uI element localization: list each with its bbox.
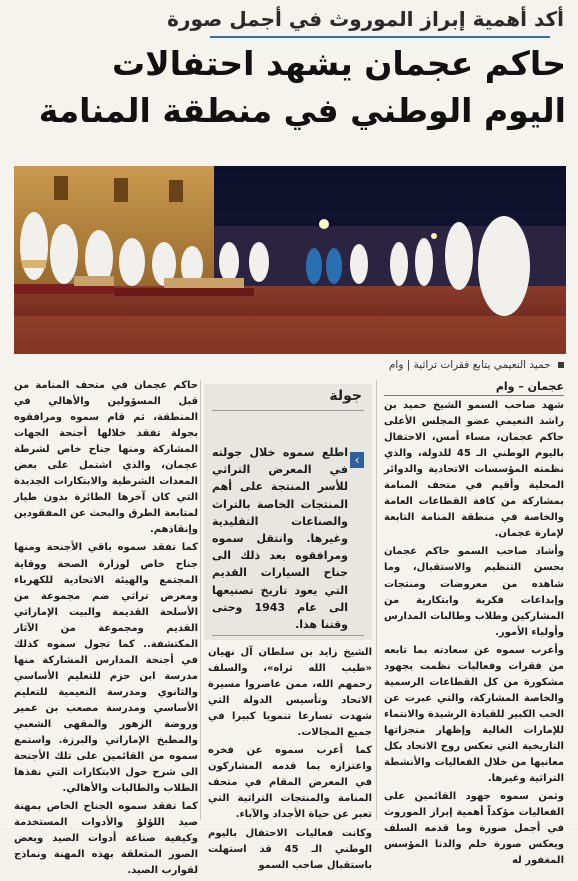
paragraph: كما تفقد سموه الجناح الخاص بمهنة صيد اللؤلؤ والأدوات المستخدمة وكيفية صناعة أدوات الصيد وبعض الصور المتعلقة بهذه المهنة ونماذج لقوارب الصيد. (14, 801, 198, 877)
paragraph: وأعرب سموه عن سعادته بما تابعه من فقرات وفعاليات نظمت بجهود مشكورة من كل القطاعات الرسمية والخاصة المشاركة، والتي عبرت عن الحب الكبير للقيادة الرشيدة والانتماء للإمارات الغالية وإظهار منجزاتها التاريخية التي تعكس روح الاتحاد بكل معانيها من خلال الفعاليات والأنشطة التراثية وغيرها. (384, 644, 564, 785)
photo-caption (164, 356, 564, 374)
article-column-right (384, 398, 564, 871)
event-photo (14, 166, 566, 354)
paragraph: شهد صاحب السمو الشيخ حميد بن راشد النعيمي عضو المجلس الأعلى حاكم عجمان، مساء أمس، الاحتفال باليوم الوطني الـ 45 للدولة، والذي نظمته المؤسسات الاتحادية والدوائر المحلية وأقيم في متحف المنامة بمشاركة من كافة القطاعات العامة والخاصة في منطقة المنامة التابعة لإمارة عجمان. (384, 400, 565, 540)
paragraph: وكانت فعاليات الاحتفال باليوم الوطني الـ 45 قد استهلت باستقبال صاحب السمو (208, 827, 372, 871)
caption-bullet-icon (558, 362, 564, 368)
paragraph: وثمن سموه جهود القائمين على الفعاليات مؤكداً أهمية إبراز الموروث في أجمل صورة وما قدمه السلف ويعكس صورة حلم والدنا المؤسس المغفور له (384, 791, 564, 867)
article-column-mid (208, 645, 372, 876)
paragraph: كما أعرب سموه عن فخره واعتزازه بما قدمه المشاركون في المعرض المقام في متحف المنامة والمنتجات التراثية التي تعبر عن حياة الأجداد والآباء. (208, 745, 372, 821)
sidebar-rule-bottom (212, 635, 364, 636)
article-byline: عجمان – وام (384, 380, 564, 396)
paragraph: الشيخ زايد بن سلطان آل نهيان «طيب الله ثراه»، والسلف رحمهم الله، ممن عاصروا مسيرة الاتحاد وتأسيس الدولة التي شهدت تسارعا تنمويا كبيرا في جميع المجالات. (208, 647, 372, 739)
sidebar-box (204, 384, 372, 640)
chevron-left-icon: ‹ (350, 452, 364, 468)
event-photo-illustration (14, 166, 566, 354)
sidebar-title: جولة (329, 388, 362, 404)
column-divider (200, 380, 201, 820)
sidebar-rule (212, 410, 364, 411)
paragraph: كما تفقد سموه باقي الأجنحة ومنها جناح خاص لوزارة الصحة ووقاية المجتمع والهيئة الاتحادية للكهرباء ومعرض تراثي ضم مجموعة من الأسلحة القديمة والبيت الإماراتي القديم ومجموعة من الآثار المكتشفة.. كما تجول سموه كذلك في أجنحة المدارس المشاركة منها مدرسة ابن حزم للتعليم الأساسي والثانوي ومدرسة النعيمية للتعليم الأساسي ومدرسة مصعب بن عمير وروضة الزهور والمقهى الشعبي والمطبخ الإماراتي والبرزة. واستمع سموه من القائمين على تلك الأجنحة الى شرح حول الابتكارات التي نفذها الطلاب والطالبات والأهالي. (14, 542, 198, 795)
main-headline: حاكم عجمان يشهد احتفالات اليوم الوطني في منطقة المنامة (38, 44, 566, 130)
paragraph: وأشاد صاحب السمو حاكم عجمان بحسن التنظيم والاستقبال، وما شاهده من معروضات ومنتجات وإبداعات فكرية وابتكارية من المشاركين وطلاب وطالبات المدارس وأولياء الأمور. (384, 546, 564, 638)
sidebar-text: اطلع سموه خلال جولته في المعرض التراثي للأسر المنتجة على أهم المنتجات الخاصة بالتراث والصناعات التقليدية وغيرها. وانتقل سموه ومرافقوه بعد ذلك الى جناح السيارات القديم التي يعود تاريخ تصنيعها الى عام 1943 وحتى وقتنا هذا. (212, 446, 348, 632)
caption-text: حميد النعيمي يتابع فقرات تراثية (413, 359, 551, 371)
column-divider (376, 380, 377, 820)
kicker-headline: أكد أهمية إبراز الموروث في أجمل صورة (167, 7, 564, 31)
caption-divider: | (403, 359, 411, 371)
paragraph: حاكم عجمان في متحف المنامة من قبل المسؤولين والأهالي في المنطقة، ثم قام سموه ومرافقوه بجولة تفقد خلالها أجنحة الجهات المشاركة ومنها جناح خاص لشرطة عجمان، والذي اشتمل على بعض المعدات الشرطية والابتكارات الجديدة التي كان آخرها الطائرة بدون طيار لمتابعة الطرق والبحث عن المفقودين وإنقاذهم. (14, 380, 198, 536)
kicker-underline (210, 36, 550, 38)
caption-credit: وام (388, 359, 404, 371)
article-column-left (14, 378, 198, 881)
